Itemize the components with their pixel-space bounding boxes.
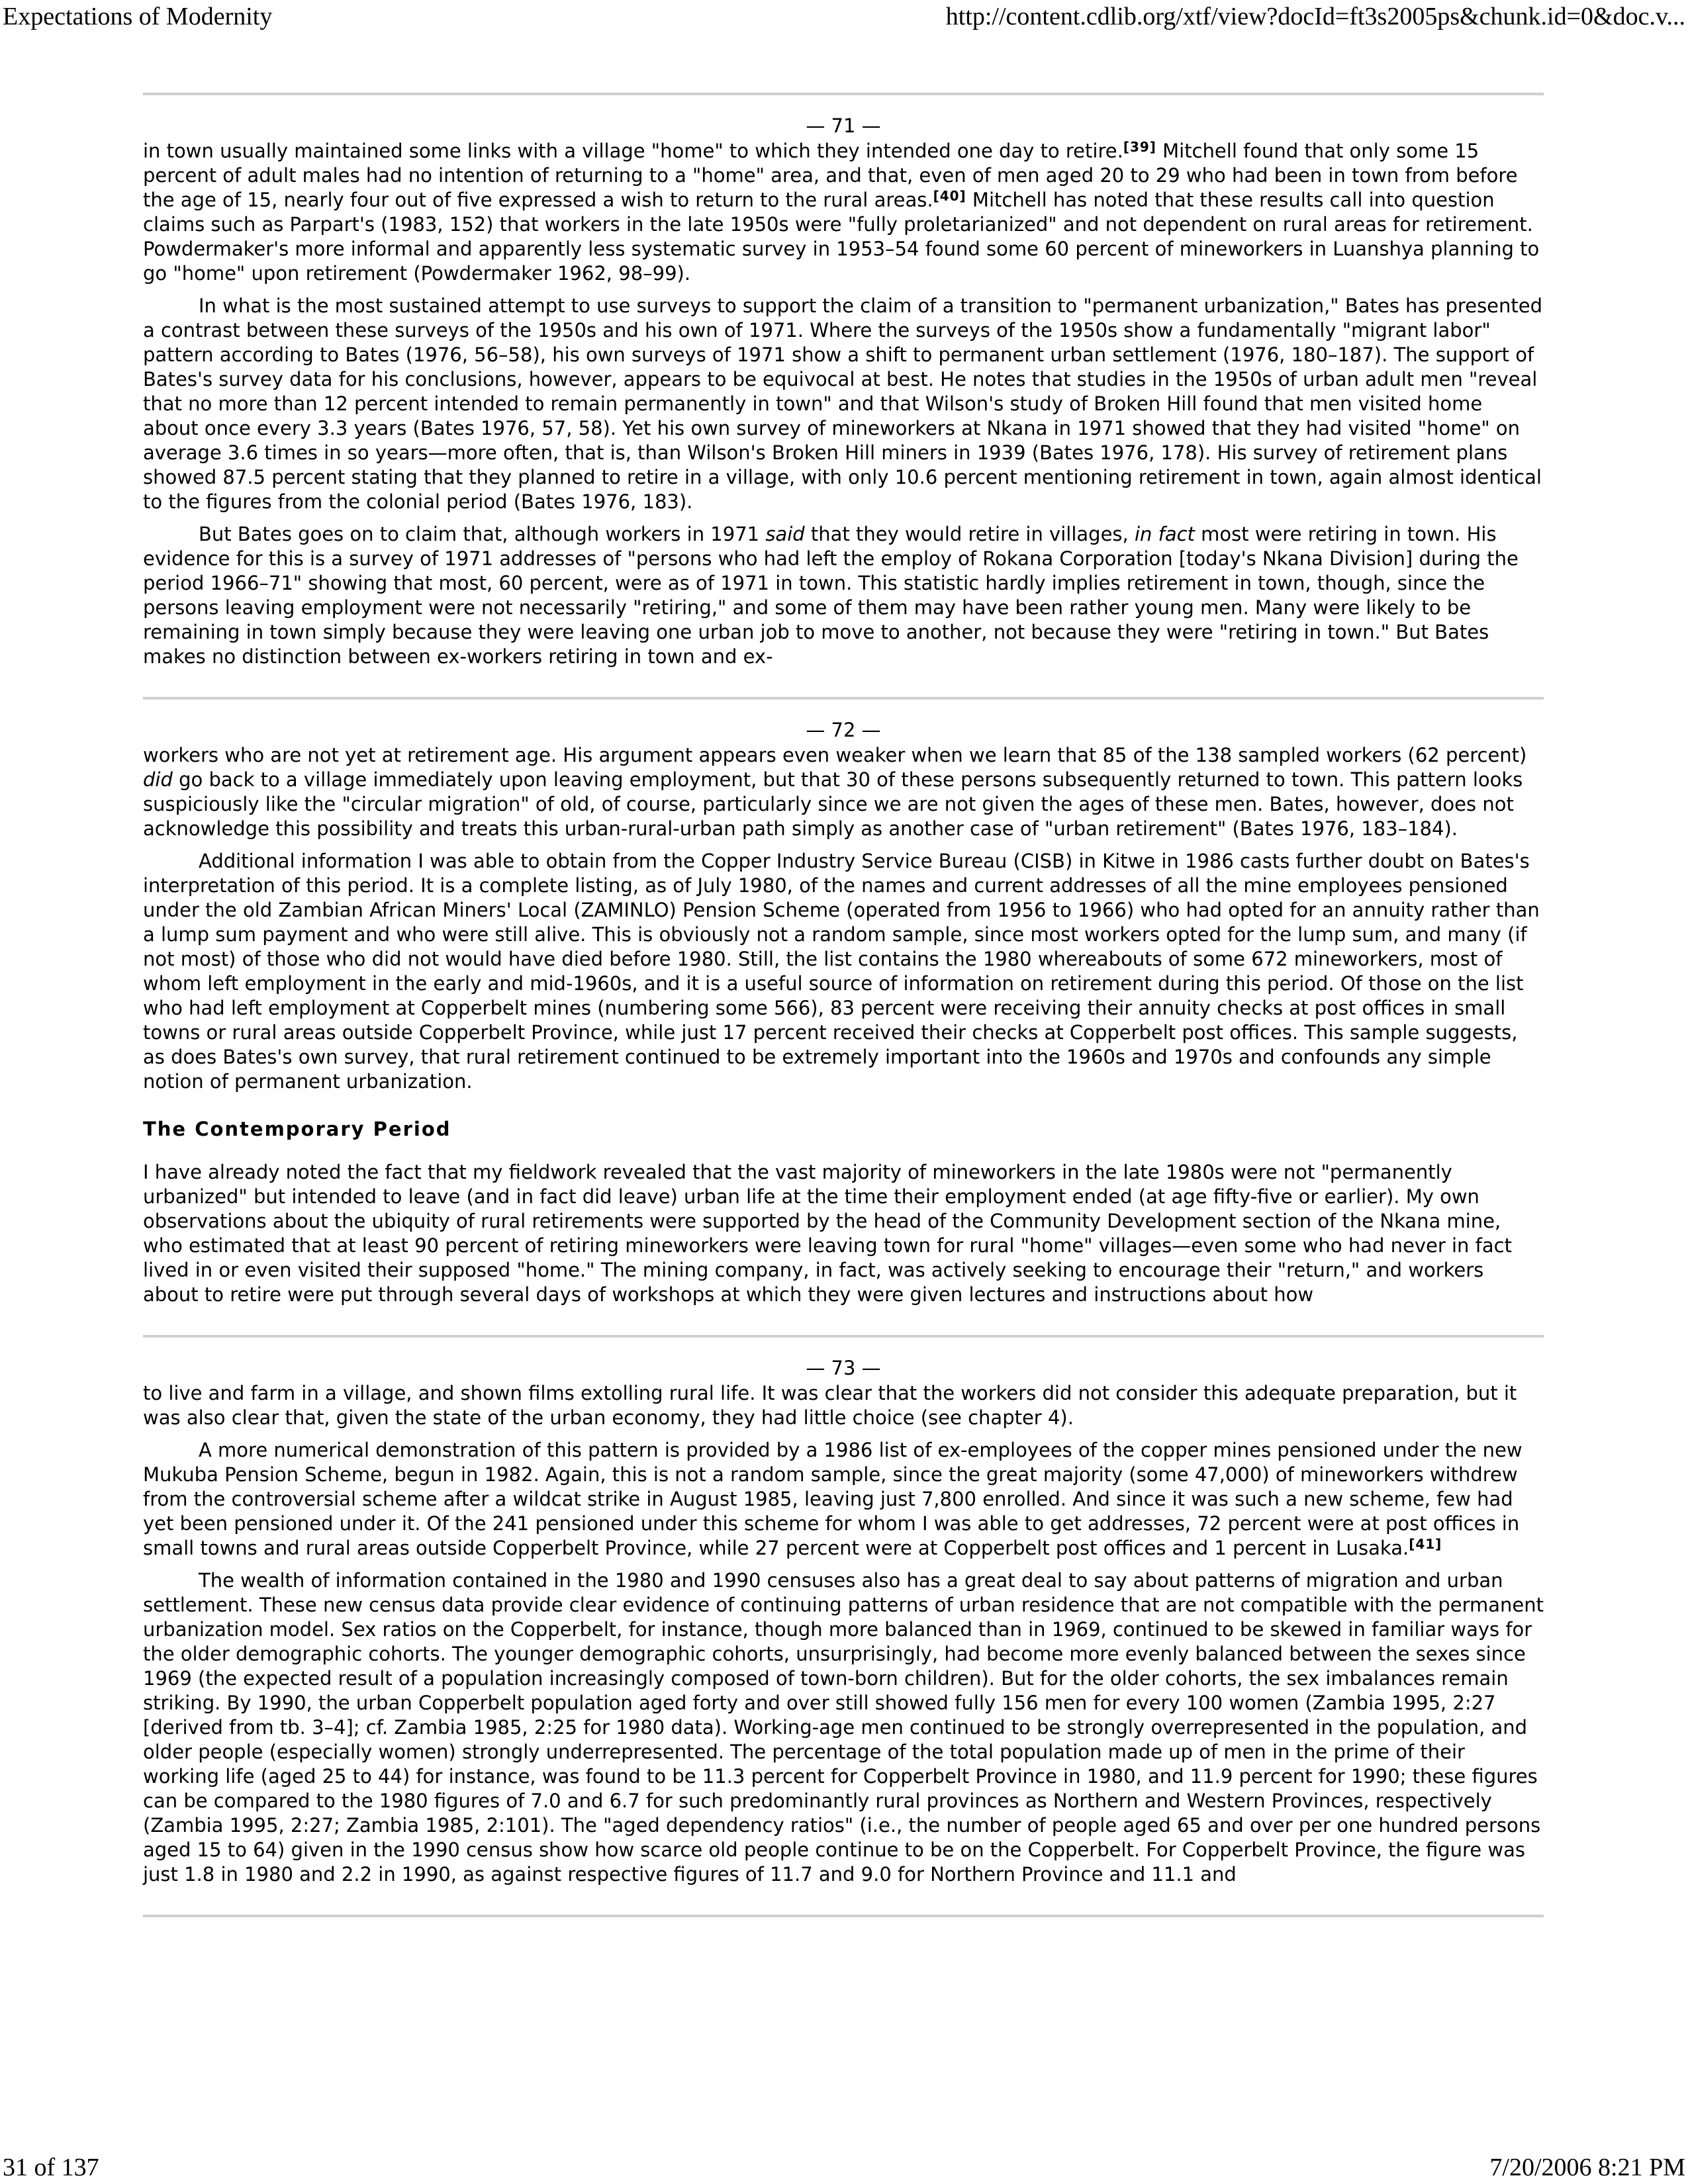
paragraph: to live and farm in a village, and shown films extolling rural life. It was clear that the workers did not consider this adequate preparation, but it was also clear that, given the state of the urban economy, they had little choice (see chapter 4). (143, 1382, 1517, 1429)
page-71 (143, 139, 1544, 669)
page-73 (143, 1381, 1544, 1887)
page-72 (143, 743, 1544, 1307)
document-body (143, 93, 1544, 1917)
paragraph: The wealth of information contained in the 1980 and 1990 censuses also has a great deal to say about patterns of migration and urban settlement. These new census data provide clear evidence of continuing patterns of urban residence that are not compatible with the permanent urbanization model. Sex ratios on the Copperbelt, for instance, though more balanced than in 1969, continued to be skewed in familiar ways for the older demographic cohorts. The younger demographic cohorts, unsurprisingly, had become more evenly balanced between the sexes since 1969 (the expected result of a population increasingly composed of town-born children). But for the older cohorts, the sex imbalances remain striking. By 1990, the urban Copperbelt population aged forty and over still showed fully 156 men for every 100 women (Zambia 1995, 2:27 [derived from tb. 3–4]; cf. Zambia 1985, 2:25 for 1980 data). Working-age men continued to be strongly overrepresented in the population, and older people (especially women) strongly underrepresented. The percentage of the total population made up of men in the prime of their working life (aged 25 to 44) for instance, was found to be 11.3 percent for Copperbelt Province in 1980, and 11.9 percent for 1990; these figures can be compared to the 1980 figures of 7.0 and 6.7 for such predominantly rural provinces as Northern and Western Provinces, respectively (Zambia 1995, 2:27; Zambia 1985, 2:101). The "aged dependency ratios" (i.e., the number of people aged 65 and over per one hundred persons aged 15 to 64) given in the 1990 census show how scarce old people continue to be on the Copperbelt. For Copperbelt Province, the figure was just 1.8 in 1980 and 2.2 in 1990, as against respective figures of 11.7 and 9.0 for Northern Province and 11.1 and (143, 1569, 1544, 1886)
page-separator (143, 697, 1544, 700)
footnote-link[interactable]: [40] (933, 188, 966, 204)
page-separator (143, 1915, 1544, 1917)
paragraph: in town usually maintained some links with a village "home" to which they intended one day to retire.[39] Mitchell found that only some 15 percent of adult males had no intention of returning to a "home" area, and that, even of men aged 20 to 29 who had been in town from before the age of 15, nearly four out of five expressed a wish to return to the rural areas.[40] Mitchell has noted that these results call into question claims such as Parpart's (1983, 152) that workers in the late 1950s were "fully proletarianized" and not dependent on rural areas for retirement. Powdermaker's more informal and apparently less systematic survey in 1953–54 found some 60 percent of mineworkers in Luanshya planning to go "home" upon retirement (Powdermaker 1962, 98–99). (143, 139, 1540, 285)
page-number: — 73 — (806, 1357, 881, 1379)
paragraph: workers who are not yet at retirement age. His argument appears even weaker when we learn that 85 of the 138 sampled workers (62 percent) did go back to a village immediately upon leaving employment, but that 30 of these persons subsequently returned to town. This pattern looks suspiciously like the "circular migration" of old, of course, particularly since we are not given the ages of these men. Bates, however, does not acknowledge this possibility and treats this urban-rural-urban path simply as another case of "urban retirement" (Bates 1976, 183–184). (143, 744, 1527, 840)
browser-print-footer (0, 2151, 1688, 2184)
page-separator (143, 1335, 1544, 1338)
print-page-count: 31 of 137 (3, 2154, 99, 2181)
browser-print-header (0, 0, 1688, 33)
page-separator (143, 93, 1544, 95)
footnote-link[interactable]: [39] (1123, 139, 1156, 155)
paragraph: Additional information I was able to obtain from the Copper Industry Service Bureau (CISB) in Kitwe in 1986 casts further doubt on Bates's interpretation of this period. It is a complete listing, as of July 1980, of the names and current addresses of all the mine employees pensioned under the old Zambian African Miners' Local (ZAMINLO) Pension Scheme (operated from 1956 to 1966) who had opted for an annuity rather than a lump sum payment and who were still alive. This is obviously not a random sample, since most workers opted for the lump sum, and many (if not most) of those who did not would have died before 1980. Still, the list contains the 1980 whereabouts of some 672 mineworkers, most of whom left employment in the early and mid-1960s, and it is a useful source of information on retirement during this period. Of those on the list who had left employment at Copperbelt mines (numbering some 566), 83 percent were receiving their annuity checks at post offices in small towns or rural areas outside Copperbelt Province, while just 17 percent received their checks at Copperbelt post offices. This sample suggests, as does Bates's own survey, that rural retirement continued to be extremely important into the 1960s and 1970s and confounds any simple notion of permanent urbanization. (143, 850, 1540, 1093)
page-url[interactable]: http://content.cdlib.org/xtf/view?docId=ft3s2005ps&chunk.id=0&doc.v... (945, 3, 1685, 30)
paragraph: In what is the most sustained attempt to use surveys to support the claim of a transition to "permanent urbanization," Bates has presented a contrast between these surveys of the 1950s and his own of 1971. Where the surveys of the 1950s show a fundamentally "migrant labor" pattern according to Bates (1976, 56–58), his own surveys of 1971 show a shift to permanent urban settlement (1976, 180–187). The support of Bates's survey data for his conclusions, however, appears to be equivocal at best. He notes that studies in the 1950s of urban adult men "reveal that no more than 12 percent intended to remain permanently in town" and that Wilson's study of Broken Hill found that men visited home about once every 3.3 years (Bates 1976, 57, 58). Yet his own survey of mineworkers at Nkana in 1971 showed that they had visited "home" on average 3.6 times in so years—more often, that is, than Wilson's Broken Hill miners in 1939 (Bates 1976, 178). His survey of retirement plans showed 87.5 percent stating that they planned to retire in a village, with only 10.6 percent mentioning retirement in town, again almost identical to the figures from the colonial period (Bates 1976, 183). (143, 295, 1543, 513)
paragraph: But Bates goes on to claim that, although workers in 1971 said that they would retire in villages, in fact most were retiring in town. His evidence for this is a survey of 1971 addresses of "persons who had left the employ of Rokana Corporation [today's Nkana Division] during the period 1966–71" showing that most, 60 percent, were as of 1971 in town. This statistic hardly implies retirement in town, though, since the persons leaving employment were not necessarily "retiring," and some of them may have been rather young men. Many were likely to be remaining in town simply because they were leaving one urban job to move to another, not because they were "retiring in town." But Bates makes no distinction between ex-workers retiring in town and ex- (143, 523, 1519, 668)
page-number: — 71 — (806, 114, 881, 137)
document-title: Expectations of Modernity (3, 3, 273, 30)
paragraph: I have already noted the fact that my fieldwork revealed that the vast majority of mineworkers in the late 1980s were not "permanently urbanized" but intended to leave (and in fact did leave) urban life at the time their employment ended (at age fifty-five or earlier). My own observations about the ubiquity of rural retirements were supported by the head of the Community Development section of the Nkana mine, who estimated that at least 90 percent of retiring mineworkers were leaving town for rural "home" villages—even some who had never in fact lived in or even visited their supposed "home." The mining company, in fact, was actively seeking to encourage their "return," and workers about to retire were put through several days of workshops at which they were given lectures and instructions about how (143, 1161, 1512, 1306)
paragraph: A more numerical demonstration of this pattern is provided by a 1986 list of ex-employees of the copper mines pensioned under the new Mukuba Pension Scheme, begun in 1982. Again, this is not a random sample, since the great majority (some 47,000) of mineworkers withdrew from the controversial scheme after a wildcat strike in August 1985, leaving just 7,800 enrolled. And since it was such a new scheme, few had yet been pensioned under it. Of the 241 pensioned under this scheme for whom I was able to get addresses, 72 percent were at post offices in small towns and rural areas outside Copperbelt Province, while 27 percent were at Copperbelt post offices and 1 percent in Lusaka.[41] (143, 1439, 1523, 1559)
page-number: — 72 — (806, 719, 881, 741)
footnote-link[interactable]: [41] (1409, 1536, 1442, 1552)
print-datetime: 7/20/2006 8:21 PM (1489, 2154, 1685, 2181)
section-heading: The Contemporary Period (143, 1118, 451, 1140)
